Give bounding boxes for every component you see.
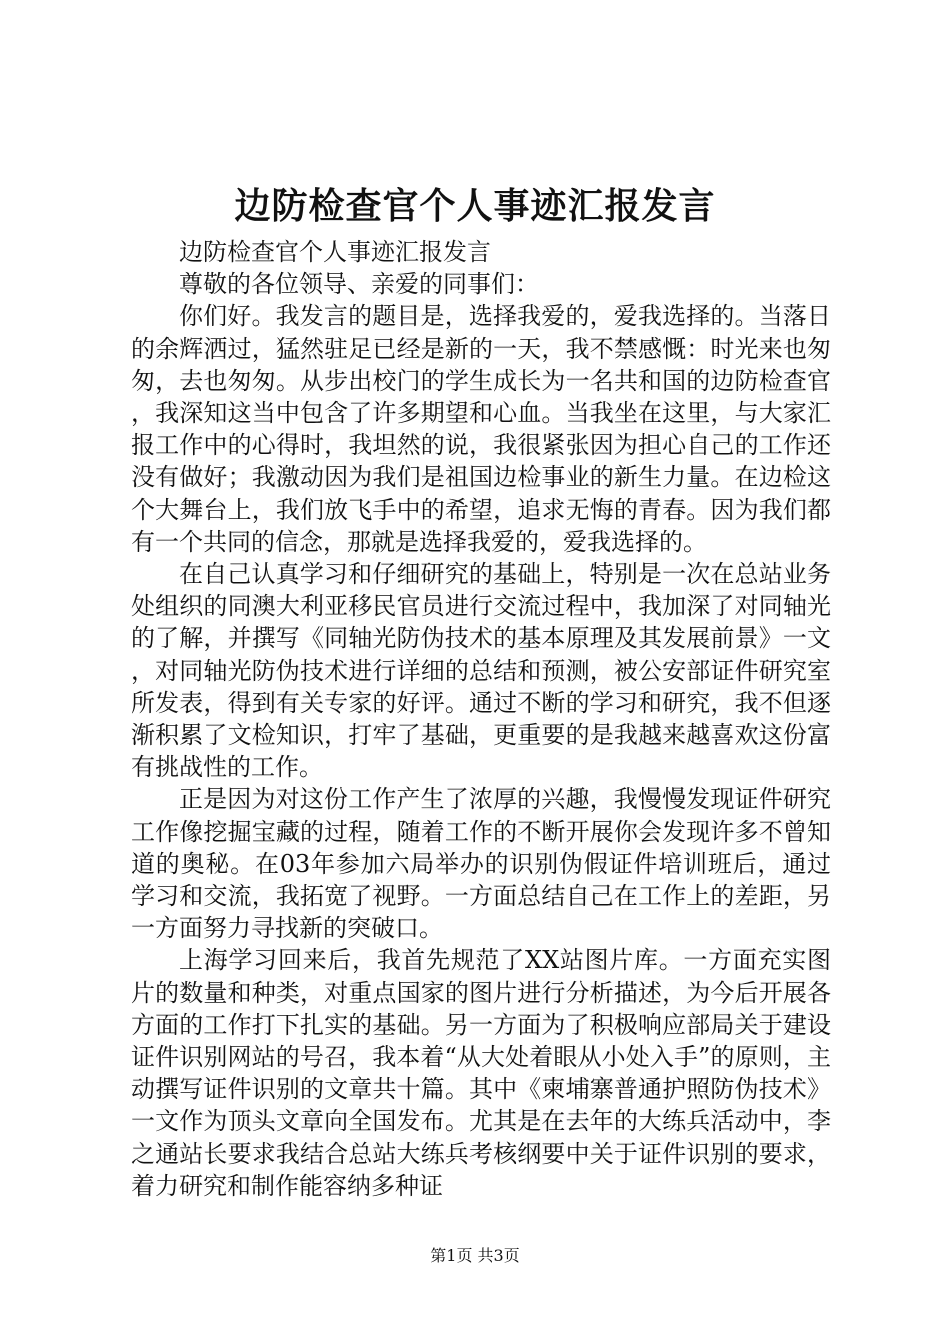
body-paragraph: 上海学习回来后，我首先规范了XX站图片库。一方面充实图片的数量和种类，对重点国家的图片进行分析描述，为今后开展各方面的工作打下扎实的基础。另一方面为了积极响应部局关于建设证件识别网站的号召，我本着“从大处着眼从小处入手”的原则，主动撰写证件识别的文章共十篇。其中《柬埔寨普通护照防伪技术》一文作为顶头文章向全国发布。尤其是在去年的大练兵活动中，李之通站长要求我结合总站大练兵考核纲要中关于证件识别的要求，着力研究和制作能容纳多种证 — [131, 946, 831, 1200]
body-paragraph: 尊敬的各位领导、亲爱的同事们： — [179, 270, 539, 299]
document-title: 边防检查官个人事迹汇报发言 — [234, 185, 716, 227]
body-paragraph: 正是因为对这份工作产生了浓厚的兴趣，我慢慢发现证件研究工作像挖掘宝藏的过程，随着工作的不断开展你会发现许多不曾知道的奥秘。在03年参加六局举办的识别伪假证件培训班后，通过学习和交流，我拓宽了视野。一方面总结自己在工作上的差距，另一方面努力寻找新的突破口。 — [131, 785, 831, 943]
page-footer: 第1页 共3页 — [430, 1246, 520, 1265]
body-paragraph: 在自己认真学习和仔细研究的基础上，特别是一次在总站业务处组织的同澳大利亚移民官员进行交流过程中，我加深了对同轴光的了解，并撰写《同轴光防伪技术的基本原理及其发展前景》一文，对同轴光防伪技术进行详细的总结和预测，被公安部证件研究室所发表，得到有关专家的好评。通过不断的学习和研究，我不但逐渐积累了文检知识，打牢了基础，更重要的是我越来越喜欢这份富有挑战性的工作。 — [131, 560, 831, 782]
body-paragraph: 你们好。我发言的题目是，选择我爱的，爱我选择的。当落日的余辉洒过，猛然驻足已经是新的一天，我不禁感慨：时光来也匆匆，去也匆匆。从步出校门的学生成长为一名共和国的边防检查官，我深知这当中包含了许多期望和心血。当我坐在这里，与大家汇报工作中的心得时，我坦然的说，我很紧张因为担心自己的工作还没有做好；我激动因为我们是祖国边检事业的新生力量。在边检这个大舞台上，我们放飞手中的希望，追求无悔的青春。因为我们都有一个共同的信念，那就是选择我爱的，爱我选择的。 — [131, 302, 831, 556]
document-body — [131, 236, 831, 1202]
body-paragraph: 边防检查官个人事迹汇报发言 — [179, 238, 491, 266]
